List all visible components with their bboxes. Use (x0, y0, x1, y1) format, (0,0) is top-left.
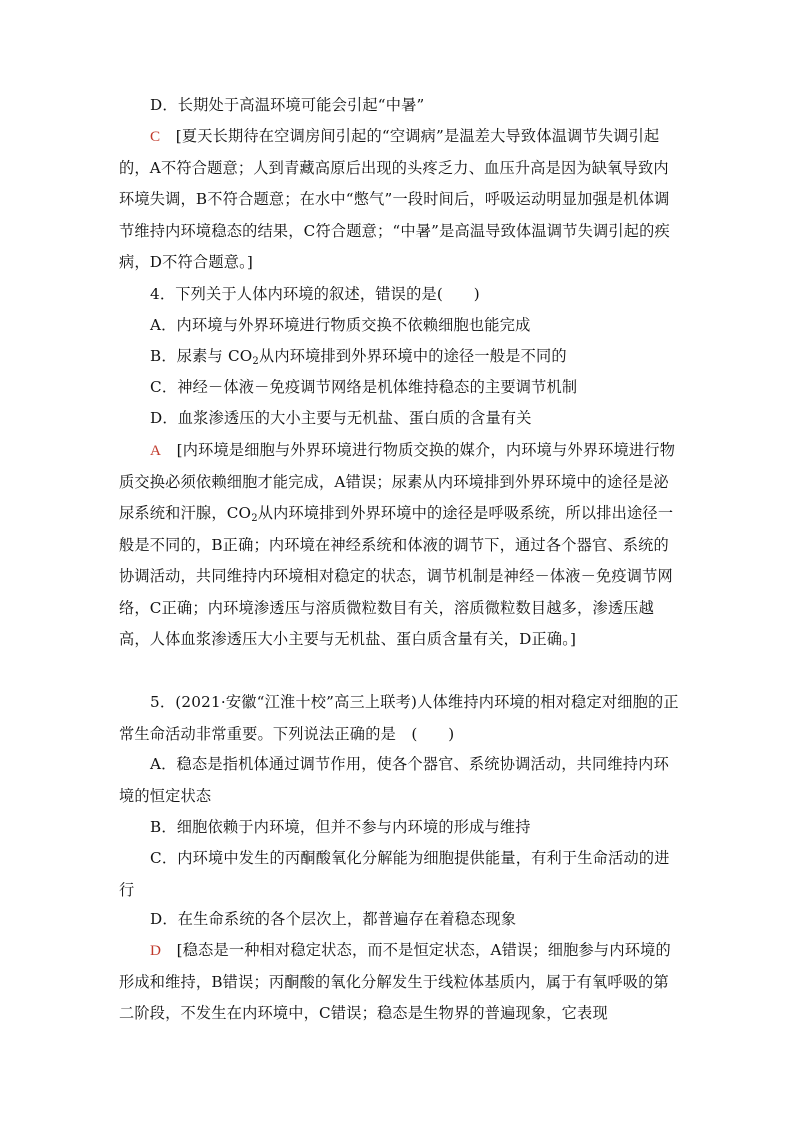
q4-option-b-pre: B．尿素与 CO (150, 347, 253, 365)
q3-option-d: D．长期处于高温环境可能会引起“中暑” (150, 96, 425, 114)
q4-stem: 4．下列关于人体内环境的叙述，错误的是( ) (150, 285, 480, 303)
q4-option-a: A．内环境与外界环境进行物质交换不依赖细胞也能完成 (150, 316, 531, 334)
q5-explanation: [稳态是一种相对稳定状态，而不是恒定状态，A错误；细胞参与内环境的形成和维持，B错误；丙酮酸的氧化分解发生于线粒体基质内，属于有氧呼吸的第二阶段，不发生在内环境中，C错误；稳态是生物界的普遍现象，它表现 (119, 941, 671, 1022)
q4-explanation-part1: [内环境是细胞与外界环境进行物质交换的媒介，内环境与外界环境进行物质交换必须依赖细胞才能完成，A错误；尿素从内环境排到外界环境中的途径是泌尿系统和汗腺，CO (119, 441, 676, 522)
q5-answer-block (119, 935, 679, 1030)
q5-answer-letter: D (150, 942, 162, 959)
q5-source: (2021·安徽“江淮十校”高三上联考) (175, 693, 418, 711)
q5-option-c: C．内环境中发生的丙酮酸氧化分解能为细胞提供能量，有利于生命活动的进行 (119, 849, 670, 899)
q5-option-b: B．细胞依赖于内环境，但并不参与内环境的形成与维持 (150, 818, 531, 836)
q3-explanation: [夏天长期待在空调房间引起的“空调病”是温差大导致体温调节失调引起的，A不符合题意；人到青藏高原后出现的头疼乏力、血压升高是因为缺氧导致内环境失调，B不符合题意；在水中“憋气”一段时间后，呼吸运动明显加强是机体调节维持内环境稳态的结果，C符合题意；“中暑”是高温导致体温调节失调引起的疾病，D不符合题意。] (119, 127, 670, 271)
q5-option-a: A．稳态是指机体通过调节作用，使各个器官、系统协调活动，共同维持内环境的恒定状态 (119, 755, 669, 805)
q4-option-b-sub: 2 (252, 356, 259, 367)
q4-option-b (119, 341, 679, 373)
q5-option-d: D．在生命系统的各个层次上，都普遍存在着稳态现象 (150, 910, 517, 928)
q4-answer-block (119, 435, 679, 656)
q5-stem-block (119, 687, 679, 750)
q4-option-b-post: 从内环境排到外界环境中的途径一般是不同的 (258, 347, 567, 365)
q3-answer-block (119, 121, 679, 279)
q5-number: 5． (150, 693, 176, 711)
q4-explanation-part2: 从内环境排到外界环境中的途径是呼吸系统，所以排出途径一般是不同的，B正确；内环境在神经系统和体液的调节下，通过各个器官、系统的协调活动，共同维持内环境相对稳定的状态，调节机制是神经－体液－免疫调节网络，C正确；内环境渗透压与溶质微粒数目有关，溶质微粒数目越多，渗透压越高，人体血浆渗透压大小主要与无机盐、蛋白质含量有关，D正确。] (119, 504, 674, 648)
q5-stem: 人体维持内环境的相对稳定对细胞的正常生命活动非常重要。下列说法正确的是 ( ) (119, 693, 679, 743)
q4-option-c: C．神经－体液－免疫调节网络是机体维持稳态的主要调节机制 (150, 378, 578, 396)
q4-explanation-sub: 2 (251, 513, 258, 524)
q4-option-d: D．血浆渗透压的大小主要与无机盐、蛋白质的含量有关 (150, 409, 532, 427)
q4-answer-letter: A (150, 442, 162, 459)
q3-answer-letter: C (150, 128, 161, 145)
